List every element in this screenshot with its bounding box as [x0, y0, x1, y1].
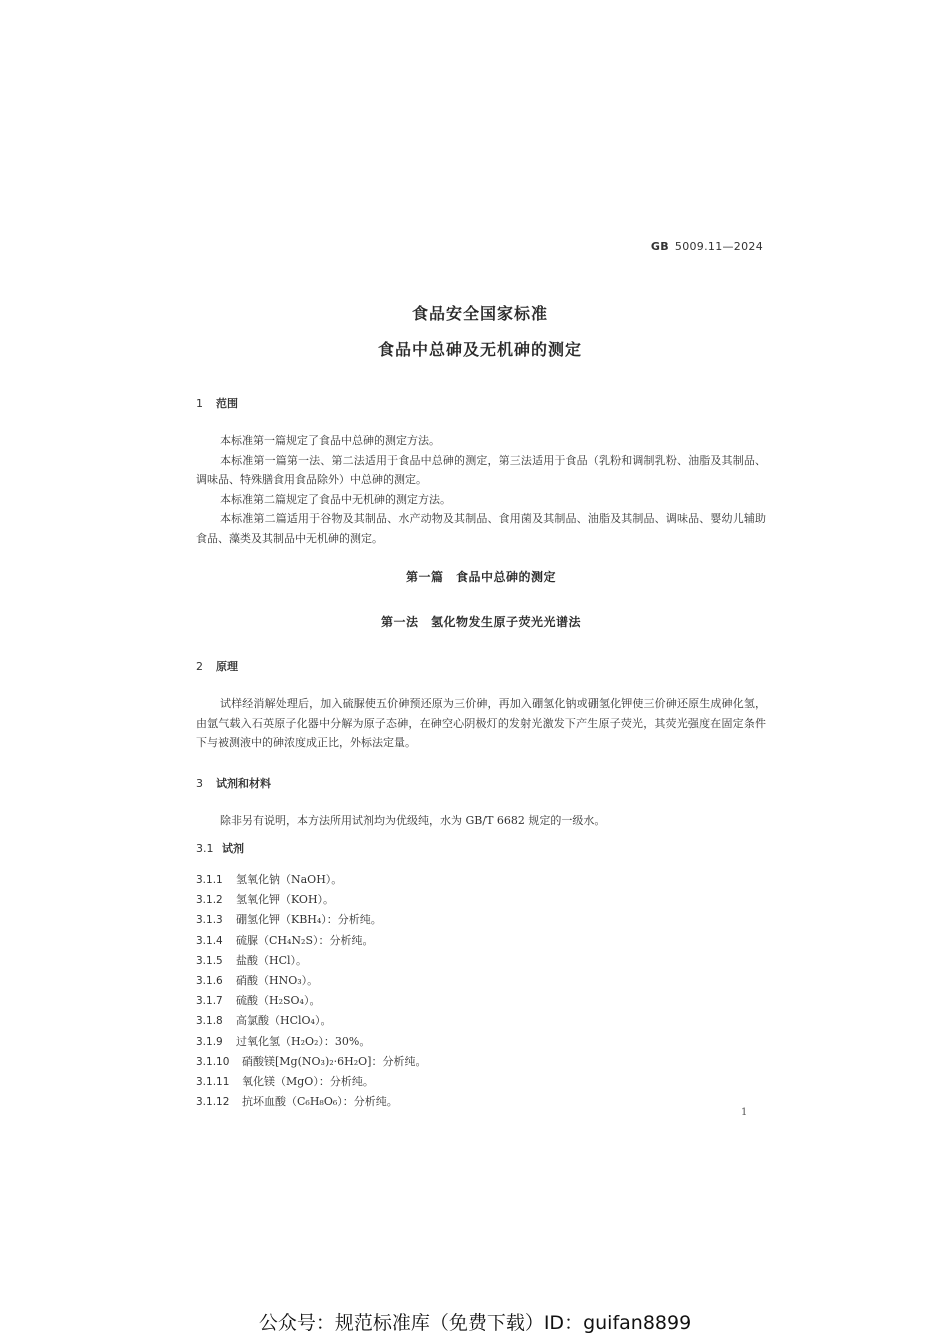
item-text: 抗坏血酸（C₆H₈O₆）：分析纯。: [242, 1095, 398, 1109]
item-text: 高氯酸（HClO₄）。: [236, 1014, 332, 1028]
item-code: 3.1.2: [196, 894, 223, 907]
section-3-1-heading: [196, 840, 766, 856]
item-text: 氧化镁（MgO）：分析纯。: [242, 1075, 374, 1089]
item-text: 盐酸（HCl）。: [236, 953, 308, 967]
item-code: 3.1.5: [196, 954, 223, 967]
paragraph: 试样经消解处理后，加入硫脲使五价砷预还原为三价砷，再加入硼氢化钠或硼氢化钾使三价砷还原生成砷化氢，由氩气载入石英原子化器中分解为原子态砷，在砷空心阴极灯的发射光激发下产生原子荧光，其荧光强度在固定条件下与被测液中的砷浓度成正比，外标法定量。: [196, 697, 766, 749]
part-heading: 第一篇 食品中总砷的测定: [405, 570, 556, 584]
list-item: [196, 1092, 766, 1112]
section-2-heading: [196, 658, 766, 674]
item-text: 过氧化氢（H₂O₂）：30%。: [236, 1034, 371, 1048]
paragraph: 本标准第一篇第一法、第二法适用于食品中总砷的测定，第三法适用于食品（乳粉和调制乳粉、油脂及其制品、调味品、特殊膳食用食品除外）中总砷的测定。: [196, 453, 766, 486]
item-code: 3.1.6: [196, 975, 223, 988]
document-code: [651, 240, 763, 253]
list-item: [196, 931, 766, 951]
list-item: [196, 1052, 766, 1072]
item-code: 3.1.11: [196, 1076, 230, 1089]
item-code: 3.1.3: [196, 914, 223, 927]
item-code: 3.1.1: [196, 874, 223, 886]
paragraph: 除非另有说明，本方法所用试剂均为优级纯，水为 GB/T 6682 规定的一级水。: [220, 813, 606, 827]
list-item: [196, 870, 766, 890]
list-item: [196, 991, 766, 1011]
item-text: 硝酸（HNO₃）。: [236, 974, 319, 988]
item-text: 硝酸镁[Mg(NO₃)₂·6H₂O]：分析纯。: [242, 1054, 427, 1068]
document-code-prefix: GB: [650, 240, 669, 253]
reagent-list: [196, 870, 766, 1112]
section-number: 3: [196, 776, 203, 790]
list-item: [196, 1032, 766, 1052]
item-text: 硫脲（CH₄N₂S）：分析纯。: [236, 933, 374, 947]
paragraph: 本标准第二篇适用于谷物及其制品、水产动物及其制品、食用菌及其制品、油脂及其制品、调味品、婴幼儿辅助食品、藻类及其制品中无机砷的测定。: [196, 512, 766, 545]
item-text: 硼氢化钾（KBH₄）：分析纯。: [236, 913, 382, 927]
document-code-number: 5009.11—2024: [674, 240, 763, 253]
item-code: 3.1.9: [196, 1035, 223, 1048]
footer-watermark: 公众号：规范标准库（免费下载）ID：guifan8899: [258, 1312, 692, 1334]
list-item: [196, 951, 766, 971]
item-code: 3.1.4: [196, 934, 223, 947]
section-3-heading: [196, 775, 766, 791]
section-title: 试剂和材料: [216, 776, 271, 790]
list-item: [196, 1072, 766, 1092]
item-text: 氢氧化钾（KOH）。: [236, 893, 335, 907]
list-item: [196, 910, 766, 930]
item-code: 3.1.8: [196, 1015, 223, 1028]
item-text: 氢氧化钠（NaOH）。: [236, 873, 343, 886]
page-number: 1: [741, 1107, 748, 1118]
item-text: 硫酸（H₂SO₄）。: [236, 994, 321, 1008]
paragraph: 本标准第二篇规定了食品中无机砷的测定方法。: [220, 492, 451, 506]
section-title: 试剂: [222, 842, 244, 855]
section-title: 范围: [216, 397, 238, 410]
section-number: 2: [196, 660, 203, 673]
item-code: 3.1.12: [196, 1096, 230, 1109]
section-1-heading: [196, 395, 766, 411]
section-number: 1: [196, 397, 203, 410]
title-block: [0, 300, 950, 372]
title-main: 食品安全国家标准: [411, 304, 548, 323]
title-sub: 食品中总砷及无机砷的测定: [377, 340, 582, 359]
item-code: 3.1.7: [196, 995, 223, 1008]
section-title: 原理: [216, 660, 238, 673]
list-item: [196, 890, 766, 910]
list-item: [196, 971, 766, 991]
section-number: 3.1: [196, 842, 214, 855]
document-body: [196, 395, 766, 1112]
list-item: [196, 1011, 766, 1031]
paragraph: 本标准第一篇规定了食品中总砷的测定方法。: [220, 434, 440, 447]
method-heading: 第一法 氢化物发生原子荧光光谱法: [380, 615, 581, 629]
item-code: 3.1.10: [196, 1055, 230, 1068]
